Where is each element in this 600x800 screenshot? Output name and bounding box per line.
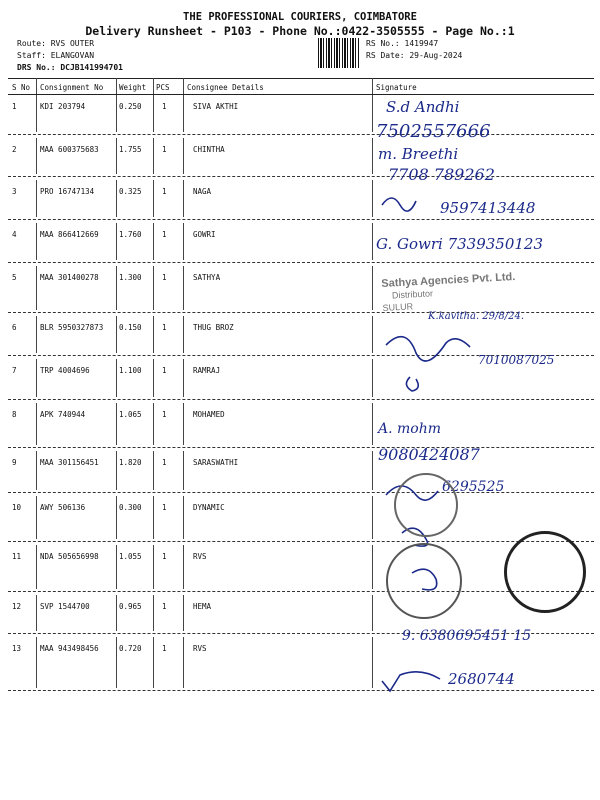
cell-sno: 2 (12, 145, 17, 154)
col-divider (183, 545, 184, 589)
cell-consignment: MAA 943498456 (40, 644, 99, 653)
cell-consignee: RVS (193, 644, 207, 653)
col-divider (183, 496, 184, 539)
cell-pcs: 1 (162, 644, 167, 653)
col-divider (36, 78, 37, 94)
cell-weight: 1.065 (119, 410, 142, 419)
cell-consignment: KDI 203794 (40, 102, 86, 111)
cell-weight: 0.325 (119, 187, 142, 196)
col-divider (183, 359, 184, 397)
col-divider (183, 78, 184, 94)
cell-weight: 1.055 (119, 552, 142, 561)
col-header-pcs: PCS (156, 83, 170, 92)
col-divider (116, 266, 117, 310)
cell-consignment: AWY 506136 (40, 503, 86, 512)
cell-consignee: SIVA AKTHI (193, 102, 239, 111)
col-divider (183, 266, 184, 310)
cell-sno: 8 (12, 410, 17, 419)
col-divider (116, 403, 117, 445)
col-divider (36, 637, 37, 688)
cell-sno: 4 (12, 230, 17, 239)
col-divider (36, 95, 37, 132)
cell-consignee: RVS (193, 552, 207, 561)
cell-consignment: PRO 16747134 (40, 187, 95, 196)
col-header-weight: Weight (119, 83, 147, 92)
rs-date: RS Date: 29-Aug-2024 (366, 51, 463, 60)
col-divider (36, 180, 37, 217)
cell-pcs: 1 (162, 366, 167, 375)
col-divider (116, 180, 117, 217)
cell-pcs: 1 (162, 145, 167, 154)
signature: A. mohm (378, 421, 442, 437)
cell-consignee: SATHYA (193, 273, 221, 282)
cell-consignment: MAA 866412669 (40, 230, 99, 239)
phone-handwritten: 9. 6380695451 15 (402, 628, 532, 644)
col-divider (153, 595, 154, 631)
cell-sno: 6 (12, 323, 17, 332)
cell-consignment: MAA 600375683 (40, 145, 99, 154)
barcode-image (318, 38, 360, 68)
cell-consignee: CHINTHA (193, 145, 225, 154)
col-header-sno: S No (12, 83, 31, 92)
round-seal (394, 473, 458, 537)
cell-consignment: TRP 4004696 (40, 366, 90, 375)
col-header-consignment: Consignment No (40, 83, 104, 92)
col-header-signature: Signature (376, 83, 417, 92)
col-divider (36, 223, 37, 260)
col-divider (183, 595, 184, 631)
col-divider (36, 451, 37, 490)
cell-consignee: RAMRAJ (193, 366, 221, 375)
cell-weight: 1.820 (119, 458, 142, 467)
col-divider (36, 316, 37, 353)
cell-weight: 0.250 (119, 102, 142, 111)
college-seal (504, 531, 586, 613)
cell-consignment: SVP 1544700 (40, 602, 90, 611)
cell-sno: 1 (12, 102, 17, 111)
cell-consignee: SARASWATHI (193, 458, 239, 467)
col-divider (116, 138, 117, 174)
col-divider (36, 359, 37, 397)
col-divider (36, 138, 37, 174)
col-divider (153, 180, 154, 217)
signature-column (372, 95, 592, 695)
col-divider (153, 451, 154, 490)
table-top-border (8, 78, 594, 79)
col-divider (153, 95, 154, 132)
col-divider (153, 138, 154, 174)
cell-sno: 10 (12, 503, 22, 512)
col-divider (183, 138, 184, 174)
col-divider (183, 180, 184, 217)
cell-consignee: THUG BROZ (193, 323, 234, 332)
cell-pcs: 1 (162, 602, 167, 611)
route-label: Route: RVS OUTER (17, 39, 95, 48)
col-divider (116, 223, 117, 260)
col-divider (153, 316, 154, 353)
col-divider (116, 545, 117, 589)
staff-label: Staff: ELANGOVAN (17, 51, 95, 60)
cell-weight: 0.300 (119, 503, 142, 512)
col-divider (153, 223, 154, 260)
cell-sno: 7 (12, 366, 17, 375)
col-divider (116, 595, 117, 631)
col-divider (36, 403, 37, 445)
col-divider (153, 637, 154, 688)
cell-pcs: 1 (162, 230, 167, 239)
cell-weight: 1.300 (119, 273, 142, 282)
col-divider (153, 545, 154, 589)
cell-consignment: NDA 505656998 (40, 552, 99, 561)
runsheet-title: Delivery Runsheet - P103 - Phone No.:0422-3505555 - Page No.:1 (85, 24, 515, 38)
cell-sno: 9 (12, 458, 17, 467)
col-header-consignee: Consignee Details (187, 83, 264, 92)
col-divider (153, 496, 154, 539)
col-divider (116, 451, 117, 490)
cell-pcs: 1 (162, 458, 167, 467)
col-divider (116, 637, 117, 688)
signature: m. Breethi (378, 145, 459, 163)
cell-pcs: 1 (162, 552, 167, 561)
cell-weight: 1.100 (119, 366, 142, 375)
col-divider (153, 403, 154, 445)
phone-handwritten: 9597413448 (440, 199, 536, 217)
col-divider (372, 78, 373, 94)
phone-handwritten: 6295525 (442, 479, 505, 495)
col-divider (36, 545, 37, 589)
col-divider (153, 78, 154, 94)
cell-sno: 5 (12, 273, 17, 282)
col-divider (183, 403, 184, 445)
col-divider (116, 359, 117, 397)
signature-number: 2680744 (448, 670, 515, 688)
cell-sno: 3 (12, 187, 17, 196)
company-title: THE PROFESSIONAL COURIERS, COIMBATORE (183, 11, 417, 23)
cell-consignment: MAA 301400278 (40, 273, 99, 282)
drs-number: DRS No.: DCJB141994701 (17, 63, 123, 72)
signature: S.d Andhi (386, 98, 460, 116)
cell-pcs: 1 (162, 323, 167, 332)
cell-consignment: APK 740944 (40, 410, 86, 419)
col-divider (116, 95, 117, 132)
signature-phone: G. Gowri 7339350123 (376, 235, 544, 253)
cell-sno: 13 (12, 644, 22, 653)
cell-weight: 0.965 (119, 602, 142, 611)
cell-consignee: NAGA (193, 187, 212, 196)
col-divider (183, 316, 184, 353)
col-divider (183, 95, 184, 132)
phone-handwritten: 9080424087 (378, 445, 480, 464)
col-divider (36, 595, 37, 631)
cell-pcs: 1 (162, 187, 167, 196)
cell-consignment: MAA 301156451 (40, 458, 99, 467)
cell-pcs: 1 (162, 273, 167, 282)
cell-consignee: DYNAMIC (193, 503, 225, 512)
cell-consignment: BLR 5950327873 (40, 323, 104, 332)
cell-sno: 11 (12, 552, 22, 561)
cell-weight: 0.720 (119, 644, 142, 653)
cell-consignee: GOWRI (193, 230, 216, 239)
col-divider (153, 359, 154, 397)
cell-consignee: HEMA (193, 602, 212, 611)
phone-handwritten: 7708 789262 (388, 165, 495, 184)
col-divider (183, 637, 184, 688)
round-seal (386, 543, 462, 619)
cell-pcs: 1 (162, 410, 167, 419)
phone-handwritten: 7010087025 (478, 353, 555, 367)
cell-weight: 0.150 (119, 323, 142, 332)
col-divider (36, 496, 37, 539)
col-divider (116, 78, 117, 94)
col-divider (36, 266, 37, 310)
cell-weight: 1.760 (119, 230, 142, 239)
cell-pcs: 1 (162, 503, 167, 512)
col-divider (153, 266, 154, 310)
cell-sno: 12 (12, 602, 22, 611)
col-divider (116, 316, 117, 353)
signature-date: K.kavitha. 29/8/24. (428, 311, 525, 322)
col-divider (116, 496, 117, 539)
cell-pcs: 1 (162, 102, 167, 111)
col-divider (183, 451, 184, 490)
phone-handwritten: 7502557666 (376, 121, 491, 142)
cell-weight: 1.755 (119, 145, 142, 154)
col-divider (183, 223, 184, 260)
rs-number: RS No.: 1419947 (366, 39, 439, 48)
cell-consignee: MOHAMED (193, 410, 225, 419)
agency-stamp: Sathya Agencies Pvt. Ltd. Distributor SULUR (381, 270, 516, 313)
